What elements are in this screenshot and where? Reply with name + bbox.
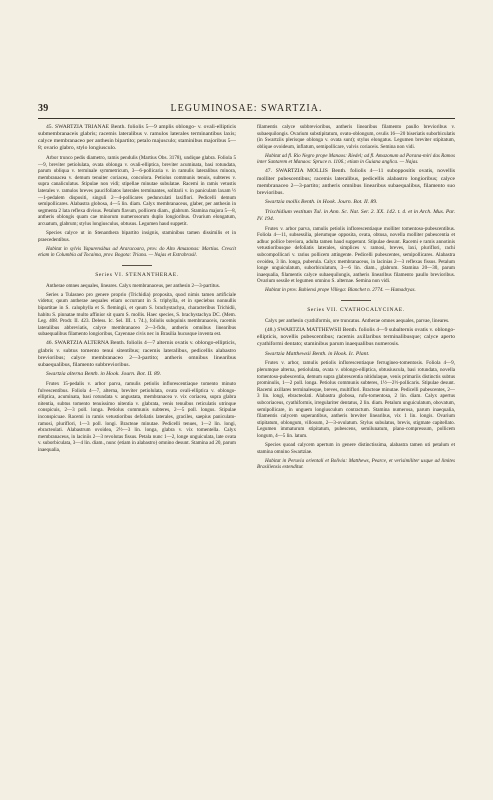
left-column	[38, 124, 236, 456]
header-rule	[38, 118, 455, 119]
species-46-description-cont: filamentis calyce subbrevioribus, antheris linearibus filamento paullo brevioribus v. subaequilongis. Ovarium substipitatum, ovato-oblongum, ovulis 16—20 biseriatis suborbiculatis (in Swartziis plerisque oblonga v. ovata sunt); stylus elongatus. Legumen breviter stipitatum, oblique ovoideum, inflatum, semipollicare, valvis coriaceis. Semina non vidi.	[257, 124, 455, 150]
species-45-note: Species calyce ut in Stenanthera bipartito insignis, staminibus tamen dissimilis et in praecedentibus.	[38, 229, 236, 243]
series-description: Antherae omnes aequales, lineares. Calyx membranaceus, per anthesin 2—3-partitus.	[46, 282, 220, 289]
species-46-synonym: Swartzia alterna Benth. in Hook. Journ. Bot. II. 89.	[46, 371, 161, 378]
right-column	[257, 124, 455, 473]
series-description: Calyx per anthesin cyathiformis, ore truncatus. Antherae omnes aequales, parvae, lineares.	[265, 318, 450, 325]
species-46-diagnosis: 46. SWARTZIA ALTERNA Benth. foliolis 4—7 alternis ovatis v. oblongo-ellipticis, glabris v. subtus tomento tenui sitentibus; racemis lateralibus, pedicellis alabastro brevioribus; calyce membranaceo 2—3-partito; antheris omnibus linearibus subaequalibus, filamento subbrevioribus.	[38, 340, 236, 368]
page-header	[38, 103, 455, 117]
species-45-habitat: Habitat in sylvis Yapurensibus ad Araracoara, prov. do Alto Amazonas: Martius. Crescit etiam in Columbia ad Tocaima, prov. Bogota: Triana. — Najas et Extrabrasil.	[38, 245, 236, 259]
species-48-diagnosis: (48.) SWARTZIA MATTHEWSII Benth. foliolis 4—9 subalternis ovatis v. oblongo-ellipticis, novellis pubescentibus; racemis axillaribus terminalibusque; calyce aperto cyathiformi dentato; staminibus parum inaequalibus numerosis.	[257, 327, 455, 348]
species-48-habitat: Habitat in Peruvia orientali et Bolivia: Matthews, Pearce, et verisimiliter usque ad limites Brasiliensis extenditur.	[257, 457, 455, 471]
species-45-description: Arbor trunco pedis diametro, ramis pendulis (Martius Obs. 3178), undique glabra. Foliola 5—9, breviter petiolulata, ovata oblonga v. ovali-elliptica, breviter acuminata, basi rotundata, parum obliqua v. terminale symmetricum, 3—6-pollicaria v. in ramulis lateralibus minora, membranacea v. demum tenuiter coriacea, concolora. Petiolus communis tenuis, subteres v. supra canaliculatus. Stipulae non vidi; stipellae minutae subulatae. Racemi in ramis vetustis laterales v. ramulos breves paucifoliatos laterales terminantes, solitarii v. in paniculam laxam ½—1-pedalem dispositi, singuli 2—4-pollicares pedunculati laxiflori. Pedicelli demum semipollicares. Alabastra globosa, 4—5 lin. diam. Calyx membranaceus, glaber, per anthesin in segmenta 2 lata reflexa divisus. Petalum flavum, pollicem diam., glabrum. Stamina majora 5—8, antheris oblongis quam cae minorum numerosorum duplo longioribus. Ovarium elongatum, arcuatum, glabrum; stylus longiusculus, obtusus. Legumen haud suppetit.	[38, 155, 236, 227]
section-divider	[341, 300, 371, 301]
series-title: Series VII. CYATHOCALYCINAE.	[307, 306, 405, 313]
section-divider	[122, 265, 152, 266]
species-46-habitat: Habitat ad fl. Rio Negro prope Manaos: Riedel; ad fl. Amazonum ad Parana-miri das Ramos inter Santarem et Manaos: Spruce n. 1106.; etiam in Guiana anglica. — Najas.	[257, 152, 455, 166]
series-title: Series VI. STENANTHERAE.	[95, 271, 179, 278]
running-title: LEGUMINOSAE: SWARTZIA.	[170, 103, 323, 114]
species-47-synonym-2: Trischidium vestitum Tul. in Ann. Sc. Nat. Ser. 2. XX. 142. t. 4. et in Arch. Mus. Par. IV. 194.	[257, 208, 455, 223]
page-number: 39	[38, 103, 49, 114]
species-46-description: Frutex 15-pedalis v. arbor parva, ramulis petiolis inflorescentiaque tomento minuto fulvescentibus. Foliola 4—7, alterna, breviter petiolulata, ovata ovali-elliptica v. oblongo-elliptica, acuminata, basi rotundata v. angustata, membranacea v. vix coriacea, supra glabra nitentia, subtus tomento tenuissimo nitentia v. glabrata, venis tenuibus reticulatis utrinque conspicuis, 2—3 poll. longa. Petiolus communis subteres, 2—5 poll. longus. Stipulae inconspicuae. Racemi in ramis vetustioribus defoliatis laterales, graciles, saepius paniculato-ramosi, pluriflori, 1—3 poll. longi. Bracteae minutae. Pedicelli tenues, 1—2 lin. longi, ebracteolati. Alabastrum ovoidea, 2½—3 lin. longa, glabra v. vix tomentella. Calyx membranaceus, in laciniis 2—3 revolutas fissus. Petala nunc 1—2, longe unguiculata, late ovata v. suborbiculata, 3—4 lin. diam., nunc (etiam in alabastro) omnino desunt. Stamina ad 20, parum inaequalia,	[38, 380, 236, 453]
species-47-habitat: Habitat in prov. Bahiensi prope Villega: Blanchet n. 2774. — Hamadryas.	[265, 287, 416, 294]
species-45-diagnosis: 45. SWARTZIA TRIANAE Benth. foliolis 5—9 amplis oblongo- v. ovali-ellipticis submembranaceis glabris; racemis lateralibus v. ramulos laterales terminantibus laxis; calyce membranaceo per anthesin bipartito; petalo majusculo; staminibus majoribus 5—8; ovario glabro, stylo longiusculo.	[38, 124, 236, 152]
species-47-diagnosis: 47. SWARTZIA MOLLIS Benth. foliolis 4—11 subopposítis ovatis, novellis molliter pubescentibus; racemis lateralibus, pedicellis alabastro longioribus; calyce membranaceo 2—3-partito; antheris omnibus linearibus subaequalibus, filamento suo brevioribus.	[257, 168, 455, 196]
species-47-description: Frutex v. arbor parva, ramulis petiolis inflorescentiaque molliter tomentoso-pubescentibus. Foliola 4—11, subsessilia, plerumque opposita, ovata, obtusa, novella molliter pubescentia et adhuc pollice breviora, adulta tamen haud suppetunt. Stipulae desunt. Racemi e ramis annotinis vetustioribusque defoliatis laterales, simplices v. ramosi, breves, laxi, pluriflori, rachi subcompollicari v. rarius pollicem attingente. Pedicelli pubescentes, semipollicares. Alabastra ovoidea, 3 lin. longa, puberula. Calyx membranaceus, in lacinias 2—3 reflexas fissus. Petalum longe unguiculatum, suborbiculatum, 3—6 lin. diam., glabrum. Stamina 20—30, parum inaequalia, filamentis calyce subaequilongis, antheris linearibus filamento paullo brevioribus. Ovarium sessile et legumen omnino S. alternae. Semina non vidi.	[257, 225, 455, 285]
species-47-synonym-1: Swartzia mollis Benth. in Hook. Journ. Bot. II. 89.	[265, 199, 378, 206]
series-note: Series a Tulasneo pro genere proprio (Trichidia) proposita, quod nimis tamen artificiale videtur, quum antherae aequales etiam occurrant in S. triphylla, et in speciebus nonnullis bipartitae in S. calophylla et S. flemingii, et quum S. brachystachya, characteribus Trichidii, habitu S. pinnatae multo affinior sit quam S. mollis. Haec species, S. brachystachya DC. (Mem. Leg. 408. Prodr. II. 423. Deless. Ic. Sel. III. t. 74.), foliolis subquinis membranaceis, racemis lateralibus abbreviatis, calyce membranaceo 2—3-fido, antheris omnibus linearibus subaequalibus filamento longioribus, Cayennae civis nec in Brasilia hucusque inventa est.	[38, 291, 236, 338]
species-48-synonym: Swartzia Matthewsii Benth. in Hook. Ic. Plant.	[265, 350, 370, 357]
species-48-description: Frutex v. arbor, ramulis petiolis inflorescentiaque ferrugineo-tomentosis. Foliola 4—9, plerumque alterna, petiolulata, ovata v. oblongo-elliptica, obtusiuscula, basi rotundata, novella tomentoso-pubescentia, demum supra glabrescentia nitidulaque, venis primariis distinctis subtus prominulis, 1—2 poll. longa. Petiolus communis subteres, 1½—2½-pollicaris. Stipulae desunt. Racemi axillares terminalesque, breves, multiflori. Bracteae minutae. Pedicelli pubescentes, 2—3 lin. longi, ebracteolati. Alabastra globosa, rufo-tomentosa, 2 lin. diam. Calyx apertus subcoriaceus, cyathiformis, irregulariter dentatus, 2 lin. diam. Petalum unguiculatum, obovatum, semipollicare, in unguem longiusculum contractum. Stamina numerosa, parum inaequalia, filamentis calycem superantibus, antheris breviter linearibus, vix 1 lin. longis. Ovarium stipitatum, oblongum, villosum, 2—3-ovulatum. Stylus subulatus, brevis, stigmate capitellato. Legumen immaturum stipitatum, pubescens, semilunatum, plano-compressum, pollicem longum, 4—5 lin. latum.	[257, 360, 455, 440]
species-48-note: Species quoad calycem apertum in genere distinctissima, alabastra tamen uti petalum et stamina omnino Swartziae.	[257, 442, 455, 455]
